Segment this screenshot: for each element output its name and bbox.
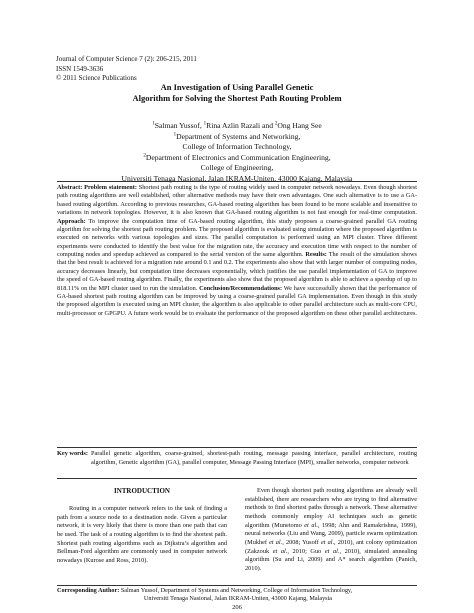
affiliation-1: [0, 132, 474, 143]
affiliation-2: [0, 153, 474, 164]
affiliation-line: Department of Systems and Networking,: [176, 131, 301, 141]
introduction-heading: INTRODUCTION: [113, 487, 170, 495]
author-block: [0, 121, 474, 184]
abstract: [57, 184, 417, 318]
affiliation-sup: 1: [173, 131, 177, 137]
title-line-2: Algorithm for Solving the Shortest Path Routing Problem: [132, 93, 342, 103]
affiliation-sup: 2: [143, 152, 146, 158]
affiliation-line: Department of Electronics and Communication Engineering,: [145, 152, 331, 162]
author-sup: 1: [203, 121, 207, 127]
page-number: 206: [232, 604, 242, 611]
author-name: Ong Hang See: [277, 121, 322, 130]
corresponding-author: [57, 587, 419, 603]
et-al: et al: [269, 538, 281, 546]
footer-rule: [57, 585, 417, 586]
abstract-conclusion: We have successfully shown that the performance of GA-based shortest path routing algorithm can be improved by using a coarse-grained parallel GA implementation. Even though in this study the proposed algorithm is executed using an MPI cluster, the algorithm is also applicable to other parallel architecture such as multi-core CPU, multi-processor or GPGPU. A future work would be to evaluate the performance of the proposed algorithm on these other parallel architectures.: [57, 284, 417, 317]
corresponding-text: Salman Yussof, Department of Systems and Networking, College of Information Technology,: [119, 587, 353, 594]
paragraph-text: ., 2008; Yusoff: [280, 538, 321, 546]
et-al: et al: [320, 538, 333, 546]
corresponding-line-1: [57, 587, 419, 595]
right-column-paragraph: [245, 487, 417, 574]
et-al: et al: [304, 521, 317, 529]
abstract-results: The result of the simulation shows that the best result is achieved for a migration rate around 0.1 and 0.2. The experiments also show that with larger number of computing nodes, accuracy decreases linearly, but computation time decreases exponentially, which justifies the use parallel implementation of GA to improve the speed of GA-based routing algorithm. Finally, the experiments also show that the proposed algorithm is able to achieve a speedup of up to 818.11% on the MPI cluster used to run the simulation.: [57, 251, 417, 292]
abstract-problem: Shortest path routing is the type of routing widely used in computer network nowadays. Even though shortest path routing algorithms are well established, other alternative methods may have their own advantages. One such alternative is to use a GA-based routing algorithm. According to previous researches, GA-based routing algorithm has been found to be more scalable and insensitive to variations in network topologies. However, it is also known that GA-based routing algorithm is not fast enough for real-time computation.: [57, 184, 417, 217]
journal-issn: ISSN 1549-3636: [56, 64, 104, 73]
keywords-bottom-rule: [57, 478, 417, 479]
journal-citation: Journal of Computer Science 7 (2): 206-215, 2011: [56, 55, 197, 63]
corresponding-label: Corresponding Author:: [57, 587, 120, 594]
abstract-conclusion-label: Conclusion/Recommendations:: [199, 284, 283, 292]
author-names: [0, 121, 474, 132]
abstract-label: Abstract: Problem statement:: [57, 184, 137, 191]
author-sup: 1: [152, 121, 155, 127]
abstract-approach-label: Approach:: [57, 217, 86, 225]
abstract-top-rule: [57, 181, 417, 182]
et-al: et al: [324, 547, 338, 555]
keywords-label: Key words:: [57, 450, 88, 457]
author-name: Rina Azlin Razali and: [206, 121, 275, 130]
paragraph-text: ., 2010; Guo: [285, 547, 325, 555]
et-al: et al: [272, 547, 286, 555]
paragraph-text: Even though shortest path routing algorithms are already well established, there are researchers who are trying to find alternative methods to find shortest paths through a network. These alternative methods commonly employ AI techniques such as genetic algorithm (Munetomo: [245, 487, 417, 529]
paragraph-text: ., 2010), simulated annealing algorithm (Su and Li, 2009) and A* search algorithm (Panich, 2010).: [245, 547, 417, 572]
affiliation-line: College of Engineering,: [200, 163, 274, 172]
corresponding-line-2: Universiti Tenaga Nasional, Jalan IKRAM-Uniten, 43000 Kajang, Malaysia: [143, 594, 333, 602]
affiliation-address: Universiti Tenaga Nasional, Jalan IKRAM-Uniten, 43000 Kajang, Malaysia: [121, 173, 353, 183]
author-sup: 2: [274, 121, 278, 127]
title-line-1: An Investigation of Using Parallel Genetic: [160, 82, 314, 92]
introduction-body: Routing in a computer network refers to the task of finding a path from a source node to a destination node. Given a particular network, it is very likely that there is more than one path that can be used. The task of a routing algorithm is to find the shortest path. Shortest path routing algorithms such as Dijkstra’s algorithm and Bellman-Ford algorithm are commonly used in computer network nowadays (Kurose and Ross, 2010).: [57, 505, 227, 564]
keywords: [57, 450, 417, 467]
paper-title: [0, 82, 474, 104]
journal-info: [56, 55, 197, 84]
journal-copyright: © 2011 Science Publications: [56, 74, 137, 82]
abstract-results-label: Results:: [305, 251, 327, 258]
abstract-approach: To improve the computation time of GA-based routing algorithm, this study proposes a coarse-grained parallel GA routing algorithm for solving the shortest path routing problem. The proposed algorithm is evaluated using simulation where the proposed algorithm is executed on networks with various topologies and sizes. The parallel computation is performed using an MPI cluster. Three different experiments were conducted to identify the best value for the migration rate, the accuracy and execution time with respect to the number of computing nodes and speedup achieved as compared to the serial version of the same algorithm.: [57, 217, 417, 258]
affiliation-line: College of Information Technology,: [182, 142, 292, 151]
keywords-text: Parallel genetic algorithm, coarse-grained, shortest-path routing, message passing interface, parallel architecture, routing algorithm, Genetic algorithm (GA), parallel computer, Message Passing Interface (MPI), smaller networks, computer network: [90, 450, 417, 466]
paragraph-text: ., 2010), ant colony optimization (Zakzouk: [245, 538, 417, 555]
paragraph-text: ., 1998; Ahn and Ramakrishna, 1999), neural networks (Liu and Wang, 2009), particle swarm optimization (Mukhef: [245, 521, 417, 546]
author-name: Salman Yussof,: [154, 121, 204, 130]
abstract-bottom-rule: [57, 447, 417, 448]
